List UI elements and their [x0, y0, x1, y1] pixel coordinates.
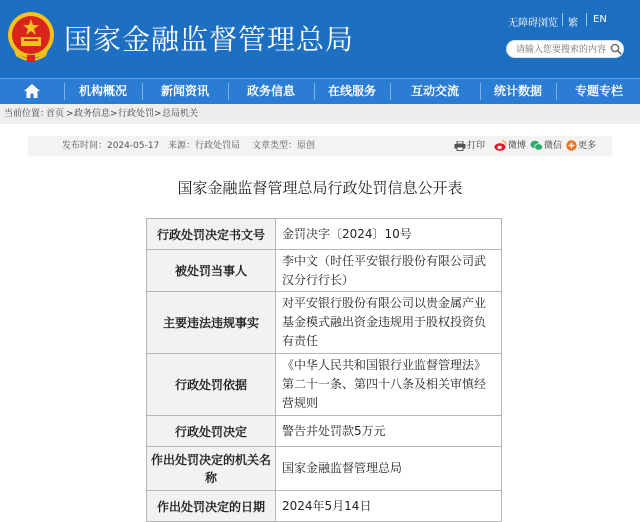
search-placeholder: 请输入您要搜索的内容 — [516, 45, 607, 55]
util-divider — [562, 13, 563, 26]
breadcrumb-penalties[interactable]: 行政处罚 — [118, 109, 155, 119]
accessibility-link[interactable]: 无障碍浏览 — [508, 18, 558, 29]
table-row — [147, 491, 502, 522]
article-meta-bar — [28, 136, 612, 156]
home-icon[interactable] — [24, 84, 40, 98]
table-row — [147, 219, 502, 250]
national-emblem-icon — [6, 10, 56, 64]
table-row — [147, 354, 502, 416]
nav-item-about[interactable]: 机构概况 — [78, 84, 127, 98]
penalty-info-table — [146, 218, 502, 522]
site-header — [0, 0, 640, 78]
site-title[interactable]: 国家金融监督管理总局 — [64, 23, 355, 56]
weibo-icon[interactable] — [494, 140, 507, 151]
nav-divider — [390, 83, 391, 100]
more-link[interactable]: 更多 — [578, 141, 597, 151]
breadcrumb-hq[interactable]: 总局机关 — [162, 109, 199, 119]
breadcrumb-separator: > — [66, 109, 74, 119]
row-value: 金罚决字〔2024〕10号 — [276, 219, 502, 250]
row-value: 国家金融监督管理总局 — [276, 447, 502, 491]
nav-divider — [64, 83, 65, 100]
breadcrumb-prefix: 当前位置： — [4, 109, 50, 119]
print-link[interactable]: 打印 — [467, 141, 486, 151]
nav-divider — [314, 83, 315, 100]
row-label: 行政处罚决定书文号 — [147, 219, 276, 250]
breadcrumb-government-info[interactable]: 政务信息 — [74, 109, 111, 119]
row-label: 作出处罚决定的机关名称 — [147, 447, 276, 491]
row-label: 行政处罚依据 — [147, 354, 276, 416]
publish-date: 发布时间：2024-05-17 — [62, 141, 160, 151]
weibo-link[interactable]: 微博 — [508, 141, 527, 151]
nav-item-interaction[interactable]: 互动交流 — [410, 84, 459, 98]
row-label: 行政处罚决定 — [147, 416, 276, 447]
row-value: 对平安银行股份有限公司以贵金属产业基金模式融出资金违规用于股权投资负有责任 — [276, 292, 502, 354]
breadcrumb-separator: > — [154, 109, 162, 119]
breadcrumb — [0, 104, 640, 124]
table-row — [147, 292, 502, 354]
wechat-link[interactable]: 微信 — [544, 141, 563, 151]
row-value: 警告并处罚款5万元 — [276, 416, 502, 447]
row-value: 2024年5月14日 — [276, 491, 502, 522]
nav-item-statistics[interactable]: 统计数据 — [493, 84, 542, 98]
nav-divider — [228, 83, 229, 100]
row-value: 《中华人民共和国银行业监督管理法》第二十一条、第四十八条及相关审慎经营规则 — [276, 354, 502, 416]
nav-item-government-info[interactable]: 政务信息 — [246, 84, 295, 98]
nav-divider — [480, 83, 481, 100]
english-link[interactable]: EN — [593, 14, 607, 25]
row-label: 被处罚当事人 — [147, 250, 276, 292]
nav-item-news[interactable]: 新闻资讯 — [160, 84, 209, 98]
article-source: 来源：行政处罚局 — [168, 141, 241, 151]
row-value: 李中文（时任平安银行股份有限公司武汉分行行长） — [276, 250, 502, 292]
main-nav — [0, 78, 640, 104]
nav-item-online-services[interactable]: 在线服务 — [327, 84, 376, 98]
wechat-icon[interactable] — [530, 140, 543, 151]
breadcrumb-home[interactable]: 首页 — [46, 109, 65, 119]
nav-divider — [556, 83, 557, 100]
nav-divider — [142, 83, 143, 100]
row-label: 作出处罚决定的日期 — [147, 491, 276, 522]
table-row — [147, 250, 502, 292]
table-row — [147, 447, 502, 491]
breadcrumb-separator: > — [110, 109, 118, 119]
table-row — [147, 416, 502, 447]
print-icon[interactable] — [454, 141, 466, 151]
search-input[interactable] — [506, 40, 624, 58]
util-divider — [586, 13, 587, 26]
traditional-chinese-link[interactable]: 繁 — [568, 18, 578, 29]
document-title: 国家金融监督管理总局行政处罚信息公开表 — [177, 179, 463, 197]
article-type: 文章类型：原创 — [252, 141, 316, 151]
row-label: 主要违法违规事实 — [147, 292, 276, 354]
nav-item-special-topics[interactable]: 专题专栏 — [574, 84, 623, 98]
more-icon[interactable] — [566, 140, 577, 151]
search-icon[interactable] — [610, 43, 622, 55]
